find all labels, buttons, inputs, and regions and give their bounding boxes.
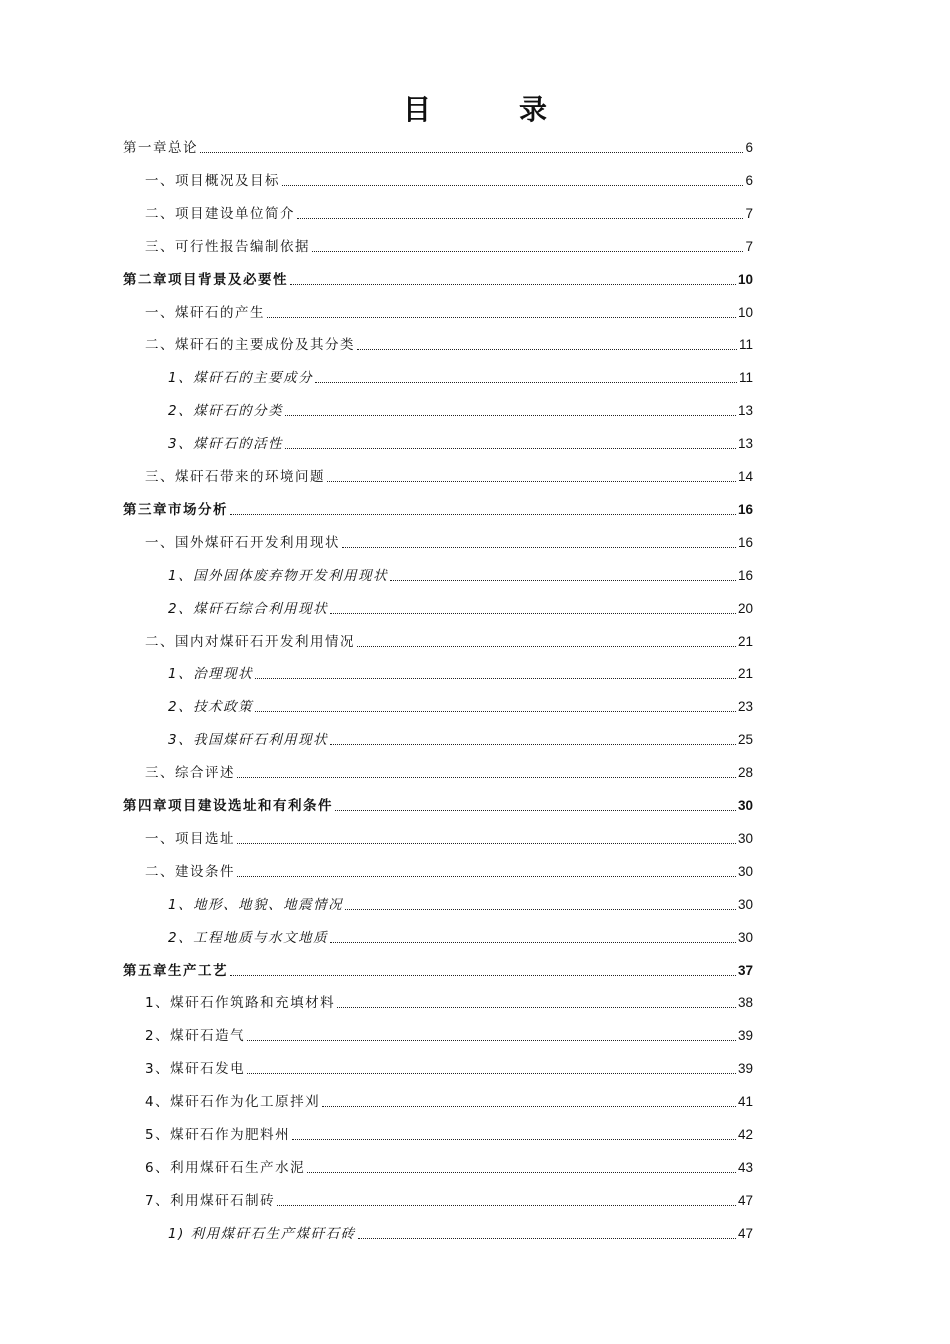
toc-leader-dots xyxy=(230,514,736,515)
toc-entry[interactable] xyxy=(168,396,753,420)
toc-entry-page-number: 10 xyxy=(737,271,753,287)
toc-entry-label: 3、我国煤矸石利用现状 xyxy=(168,732,329,749)
toc-entry[interactable] xyxy=(145,462,753,486)
toc-entry-label: 1、治理现状 xyxy=(168,666,254,683)
toc-entry[interactable] xyxy=(145,988,753,1012)
toc-leader-dots xyxy=(237,777,736,778)
toc-entry-label: 7、利用煤矸石制砖 xyxy=(145,1192,276,1209)
toc-entry-label: 2、煤矸石综合利用现状 xyxy=(168,600,329,617)
toc-entry[interactable] xyxy=(168,923,753,947)
toc-leader-dots xyxy=(357,349,737,350)
toc-entry-page-number: 30 xyxy=(737,929,753,945)
toc-entry-page-number: 14 xyxy=(737,469,753,484)
toc-leader-dots xyxy=(255,711,736,712)
toc-entry[interactable] xyxy=(168,725,753,749)
toc-entry-label: 3、煤矸石发电 xyxy=(145,1061,246,1078)
toc-entry-label: 2、工程地质与水文地质 xyxy=(168,929,329,946)
toc-entry-page-number: 30 xyxy=(737,863,753,879)
toc-entry-label: 4、煤矸石作为化工原拌刈 xyxy=(145,1094,321,1111)
toc-entry[interactable] xyxy=(168,692,753,716)
toc-entry[interactable] xyxy=(145,232,753,256)
toc-entry-page-number: 23 xyxy=(737,699,753,715)
toc-leader-dots xyxy=(285,448,736,449)
toc-entry[interactable] xyxy=(168,890,753,914)
toc-entry-label: 2、煤矸石造气 xyxy=(145,1028,246,1045)
toc-entry[interactable] xyxy=(168,1219,753,1243)
toc-leader-dots xyxy=(327,481,736,482)
toc-entry[interactable] xyxy=(145,1186,753,1210)
toc-entry-page-number: 16 xyxy=(737,501,753,517)
toc-entry-page-number: 16 xyxy=(737,534,753,550)
toc-entry-label: 5、煤矸石作为肥料州 xyxy=(145,1127,291,1143)
toc-leader-dots xyxy=(247,1040,736,1041)
toc-entry-page-number: 25 xyxy=(737,732,753,748)
toc-leader-dots xyxy=(282,185,743,186)
toc-leader-dots xyxy=(267,317,736,318)
toc-entry[interactable] xyxy=(145,1054,753,1078)
toc-entry-label: 三、综合评述 xyxy=(145,765,235,782)
toc-entry-page-number: 7 xyxy=(745,238,753,254)
toc-entry[interactable] xyxy=(145,1153,753,1177)
toc-leader-dots xyxy=(255,678,736,679)
page-title: 目 录 xyxy=(402,93,577,126)
toc-entry[interactable] xyxy=(145,298,753,322)
toc-entry-page-number: 39 xyxy=(737,1061,753,1077)
toc-entry-label: 一、项目选址 xyxy=(145,830,235,847)
toc-entry-page-number: 6 xyxy=(745,172,753,188)
toc-leader-dots xyxy=(357,646,736,647)
toc-entry[interactable] xyxy=(145,199,753,223)
toc-entry-label: 一、国外煤矸石开发利用现状 xyxy=(145,534,340,551)
toc-leader-dots xyxy=(312,251,743,252)
toc-entry[interactable] xyxy=(145,857,753,881)
toc-leader-dots xyxy=(345,909,736,910)
toc-leader-dots xyxy=(200,152,743,153)
toc-leader-dots xyxy=(307,1172,736,1173)
toc-entry-page-number: 10 xyxy=(737,304,753,320)
toc-entry[interactable] xyxy=(145,528,753,552)
toc-entry-label: 三、可行性报告编制依据 xyxy=(145,238,310,255)
toc-leader-dots xyxy=(330,942,736,943)
toc-entry-label: 第一章总论 xyxy=(123,140,198,156)
toc-entry-page-number: 47 xyxy=(737,1225,753,1241)
toc-entry-label: 第三章市场分析 xyxy=(123,501,228,518)
toc-leader-dots xyxy=(330,744,736,745)
toc-entry-page-number: 30 xyxy=(737,798,753,813)
toc-entry-page-number: 38 xyxy=(737,995,753,1011)
toc-entry[interactable] xyxy=(145,824,753,848)
toc-entry[interactable] xyxy=(123,956,753,980)
toc-entry-page-number: 16 xyxy=(737,567,753,583)
toc-entry-label: 1、煤矸石的主要成分 xyxy=(168,370,314,387)
toc-entry-page-number: 41 xyxy=(737,1094,753,1110)
toc-entry[interactable] xyxy=(123,265,753,289)
toc-entry-page-number: 30 xyxy=(737,896,753,912)
toc-leader-dots xyxy=(237,876,736,877)
toc-entry-label: 一、项目概况及目标 xyxy=(145,172,280,189)
toc-entry-label: 第二章项目背景及必要性 xyxy=(123,271,288,288)
toc-entry-page-number: 7 xyxy=(745,205,753,221)
toc-entry-page-number: 13 xyxy=(737,436,753,452)
toc-entry-label: 第四章项目建设选址和有利条件 xyxy=(123,798,333,814)
toc-entry-page-number: 43 xyxy=(737,1159,753,1175)
toc-entry[interactable] xyxy=(145,627,753,651)
toc-leader-dots xyxy=(337,1007,736,1008)
toc-leader-dots xyxy=(315,382,737,383)
toc-leader-dots xyxy=(290,284,736,285)
toc-entry[interactable] xyxy=(123,495,753,519)
toc-entry-label: 2、技术政策 xyxy=(168,699,254,716)
toc-entry-page-number: 47 xyxy=(737,1192,753,1208)
toc-entry[interactable] xyxy=(168,659,753,683)
toc-leader-dots xyxy=(237,843,736,844)
toc-entry[interactable] xyxy=(145,1087,753,1111)
toc-leader-dots xyxy=(285,415,736,416)
toc-entry[interactable] xyxy=(145,758,753,782)
toc-entry-page-number: 21 xyxy=(737,666,753,682)
toc-entry-page-number: 28 xyxy=(737,765,753,781)
toc-leader-dots xyxy=(297,218,743,219)
toc-leader-dots xyxy=(230,975,736,976)
toc-entry-label: 一、煤矸石的产生 xyxy=(145,304,265,321)
toc-leader-dots xyxy=(322,1106,736,1107)
toc-entry[interactable] xyxy=(168,594,753,618)
toc-leader-dots xyxy=(335,810,736,811)
toc-entry[interactable] xyxy=(123,791,753,815)
toc-entry-label: 2、煤矸石的分类 xyxy=(168,403,284,420)
toc-entry[interactable] xyxy=(168,561,753,585)
toc-entry-label: 二、国内对煤矸石开发利用情况 xyxy=(145,633,355,650)
toc-leader-dots xyxy=(342,547,736,548)
toc-entry[interactable] xyxy=(145,330,753,354)
toc-entry-page-number: 39 xyxy=(737,1028,753,1044)
toc-entry-page-number: 11 xyxy=(738,337,753,353)
toc-entry-page-number: 42 xyxy=(737,1127,753,1142)
toc-entry-label: 第五章生产工艺 xyxy=(123,962,228,979)
toc-entry-page-number: 30 xyxy=(737,830,753,846)
toc-leader-dots xyxy=(358,1238,736,1239)
toc-entry-label: 1、煤矸石作筑路和充填材料 xyxy=(145,995,336,1012)
toc-entry-label: 二、项目建设单位简介 xyxy=(145,205,295,222)
toc-entry-page-number: 37 xyxy=(737,962,753,978)
toc-entry-label: 二、煤矸石的主要成份及其分类 xyxy=(145,337,355,354)
toc-entry[interactable] xyxy=(168,363,753,387)
toc-entry-label: 三、煤矸石带来的环境问题 xyxy=(145,469,325,485)
toc-entry[interactable] xyxy=(145,1021,753,1045)
toc-entry[interactable] xyxy=(145,166,753,190)
toc-leader-dots xyxy=(277,1205,736,1206)
toc-entry-label: 1、国外固体废弃物开发利用现状 xyxy=(168,567,389,584)
toc-entry-page-number: 6 xyxy=(745,140,753,155)
toc-entry-page-number: 11 xyxy=(738,370,753,386)
toc-entry-page-number: 21 xyxy=(737,633,753,649)
toc-entry-label: 1、地形、地貌、地震情况 xyxy=(168,896,344,913)
toc-entry[interactable] xyxy=(145,1120,753,1144)
toc-entry-label: 3、煤矸石的活性 xyxy=(168,436,284,453)
toc-entry[interactable] xyxy=(123,133,753,157)
toc-entry-label: 1) 利用煤矸石生产煤矸石砖 xyxy=(168,1225,356,1242)
toc-leader-dots xyxy=(390,580,736,581)
toc-entry-label: 二、建设条件 xyxy=(145,863,235,880)
toc-leader-dots xyxy=(330,613,736,614)
toc-entry[interactable] xyxy=(168,429,753,453)
toc-leader-dots xyxy=(292,1139,736,1140)
toc-entry-label: 6、利用煤矸石生产水泥 xyxy=(145,1159,306,1176)
toc-entry-page-number: 13 xyxy=(737,403,753,419)
toc-leader-dots xyxy=(247,1073,736,1074)
toc-entry-page-number: 20 xyxy=(737,600,753,616)
